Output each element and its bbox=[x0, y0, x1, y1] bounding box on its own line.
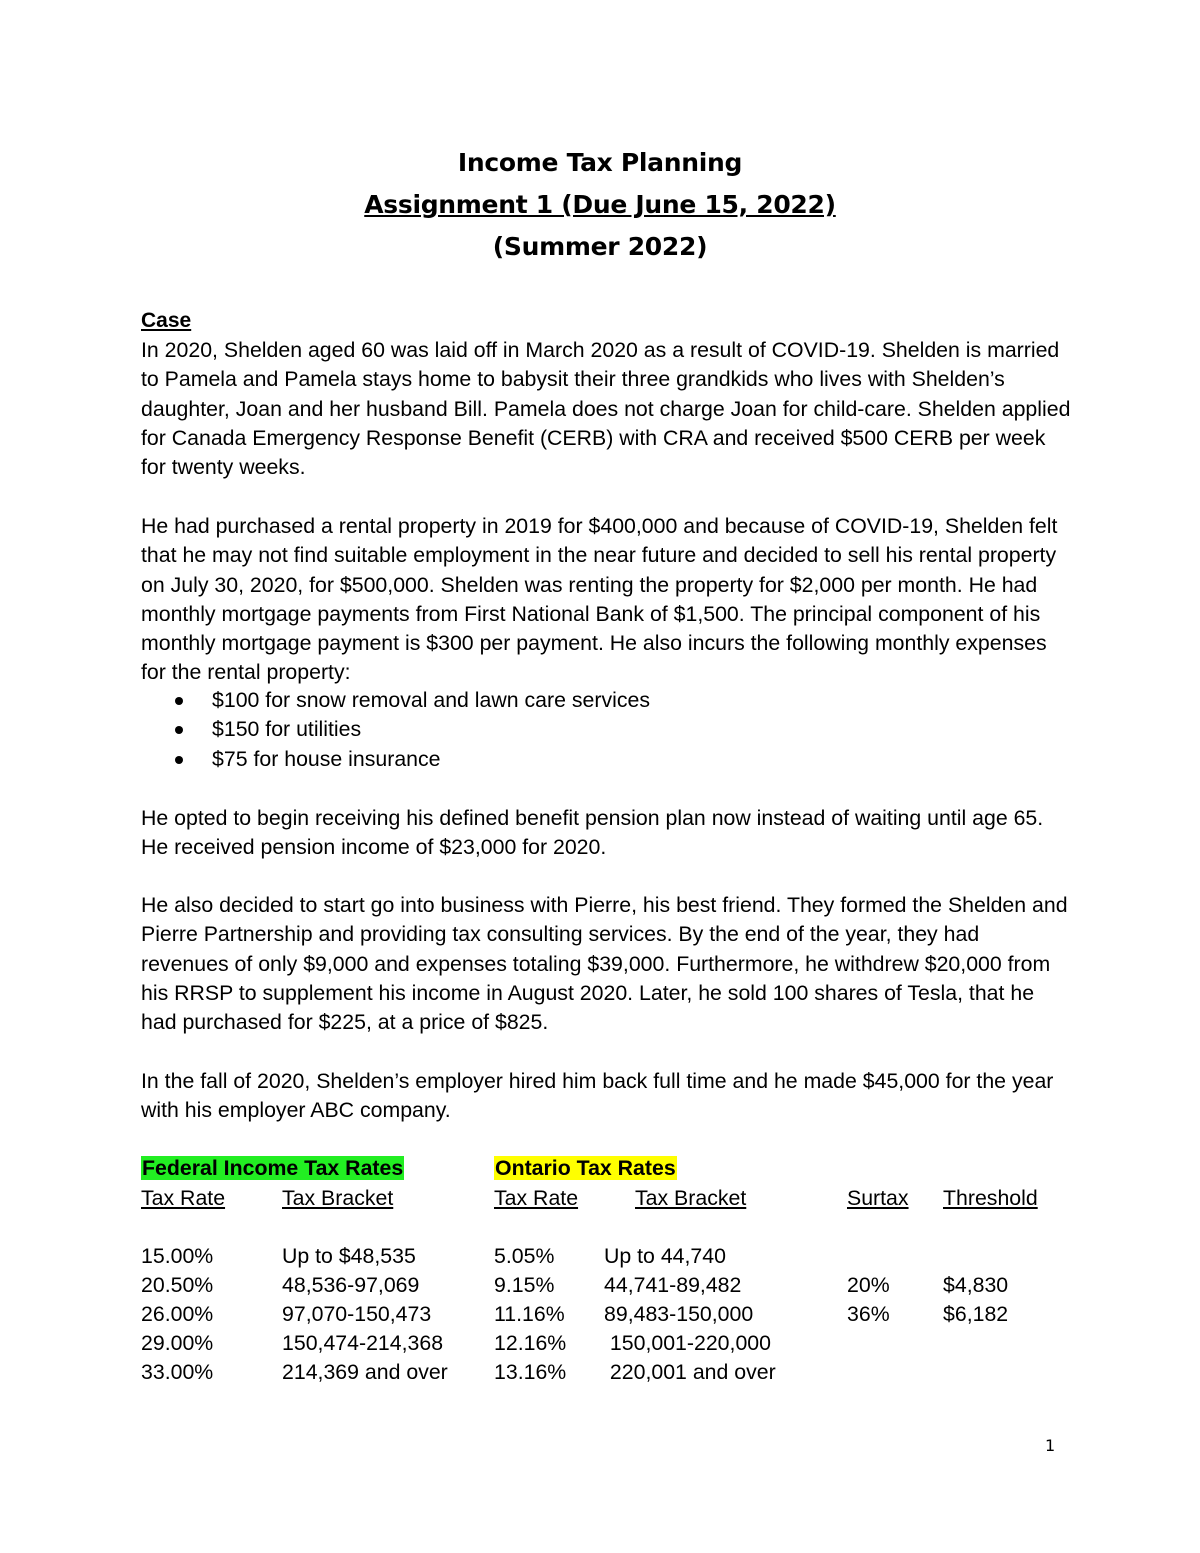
federal-bracket-cell: Up to $48,535 bbox=[282, 1244, 416, 1268]
ontario-threshold-cell: $4,830 bbox=[943, 1273, 1009, 1297]
federal-rate-cell: 29.00% bbox=[141, 1331, 214, 1355]
case-paragraph-4: He also decided to start go into business with Pierre, his best friend. They formed the Shelden and Pierre Partnership and providing tax consulting services. By the end of the year, they had revenues of only $9,000 and expenses totaling $39,000. Furthermore, he withdrew $20,000 from his RRSP to supplement his income in August 2020. Later, he sold 100 shares of Tesla, that he had purchased for $225, at a price of $825. bbox=[141, 893, 1068, 1035]
federal-bracket-cell: 48,536-97,069 bbox=[282, 1273, 420, 1297]
federal-rate-cell: 20.50% bbox=[141, 1273, 214, 1297]
federal-heading bbox=[141, 1154, 404, 1183]
bullet-icon bbox=[175, 726, 183, 734]
assignment-title: Assignment 1 (Due June 15, 2022) bbox=[364, 190, 836, 219]
list-item-text: $75 for house insurance bbox=[212, 746, 441, 771]
federal-rate-cell: 15.00% bbox=[141, 1244, 214, 1268]
federal-bracket-cell: 214,369 and over bbox=[282, 1360, 448, 1384]
ontario-rate-cell: 11.16% bbox=[494, 1302, 565, 1326]
bullet-icon bbox=[175, 697, 183, 705]
federal-bracket-cell: 97,070-150,473 bbox=[282, 1302, 432, 1326]
federal-col-bracket: Tax Bracket bbox=[282, 1186, 394, 1210]
case-paragraph-2: He had purchased a rental property in 2019 for $400,000 and because of COVID-19, Shelden felt that he may not find suitable employment in the near future and decided to sell his rental property on July 30, 2020, for $500,000. Shelden was renting the property for $2,000 per month. He had monthly mortgage payments from First National Bank of $1,500. The principal component of his monthly mortgage payment is $300 per payment. He also incurs the following monthly expenses for the rental property: bbox=[141, 514, 1058, 685]
ontario-rate-cell: 5.05% bbox=[494, 1244, 555, 1268]
ontario-col-bracket: Tax Bracket bbox=[635, 1186, 747, 1210]
ontario-bracket-cell: 89,483-150,000 bbox=[604, 1302, 754, 1326]
federal-rate-cell: 26.00% bbox=[141, 1302, 214, 1326]
case-heading: Case bbox=[141, 309, 192, 332]
federal-bracket-cell: 150,474-214,368 bbox=[282, 1331, 444, 1355]
list-item-text: $100 for snow removal and lawn care services bbox=[212, 688, 650, 712]
list-item bbox=[172, 686, 650, 715]
federal-col-rate: Tax Rate bbox=[141, 1186, 226, 1210]
federal-heading-text: Federal Income Tax Rates bbox=[142, 1156, 404, 1180]
ontario-col-surtax: Surtax bbox=[847, 1186, 909, 1210]
ontario-surtax-cell: 20% bbox=[847, 1273, 890, 1297]
list-item bbox=[172, 715, 650, 744]
list-item-text: $150 for utilities bbox=[212, 717, 362, 742]
ontario-rate-cell: 9.15% bbox=[494, 1273, 555, 1297]
expense-list bbox=[172, 686, 650, 774]
ontario-rate-cell: 13.16% bbox=[494, 1360, 567, 1384]
ontario-heading-text: Ontario Tax Rates bbox=[495, 1156, 676, 1180]
case-paragraph-1: In 2020, Shelden aged 60 was laid off in March 2020 as a result of COVID-19. Shelden is married to Pamela and Pamela stays home to babysit their three grandkids who lives with Shelden’s daughter, Joan and her husband Bill. Pamela does not charge Joan for child-care. Shelden applied for Canada Emergency Response Benefit (CERB) with CRA and received $500 CERB per week for twenty weeks. bbox=[141, 338, 1071, 480]
ontario-heading bbox=[494, 1154, 677, 1183]
case-paragraph-3: He opted to begin receiving his defined benefit pension plan now instead of waiting until age 65. He received pension income of $23,000 for 2020. bbox=[141, 806, 1044, 860]
title-block bbox=[0, 142, 1200, 268]
ontario-bracket-cell: 220,001 and over bbox=[604, 1360, 776, 1384]
ontario-bracket-cell: Up to 44,740 bbox=[604, 1244, 726, 1268]
ontario-threshold-cell: $6,182 bbox=[943, 1302, 1009, 1326]
ontario-rate-cell: 12.16% bbox=[494, 1331, 567, 1355]
document-title: Income Tax Planning bbox=[457, 148, 743, 177]
ontario-bracket-cell: 150,001-220,000 bbox=[604, 1331, 771, 1355]
case-paragraph-5: In the fall of 2020, Shelden’s employer hired him back full time and he made $45,000 for the year with his employer ABC company. bbox=[141, 1069, 1054, 1123]
term-subtitle: (Summer 2022) bbox=[492, 232, 708, 261]
ontario-surtax-cell: 36% bbox=[847, 1302, 890, 1326]
page-number: 1 bbox=[1045, 1436, 1056, 1455]
federal-rate-cell: 33.00% bbox=[141, 1360, 214, 1384]
bullet-icon bbox=[175, 756, 183, 764]
list-item bbox=[172, 745, 650, 774]
ontario-col-rate: Tax Rate bbox=[494, 1186, 579, 1210]
ontario-col-threshold: Threshold bbox=[943, 1186, 1038, 1210]
ontario-bracket-cell: 44,741-89,482 bbox=[604, 1273, 742, 1297]
